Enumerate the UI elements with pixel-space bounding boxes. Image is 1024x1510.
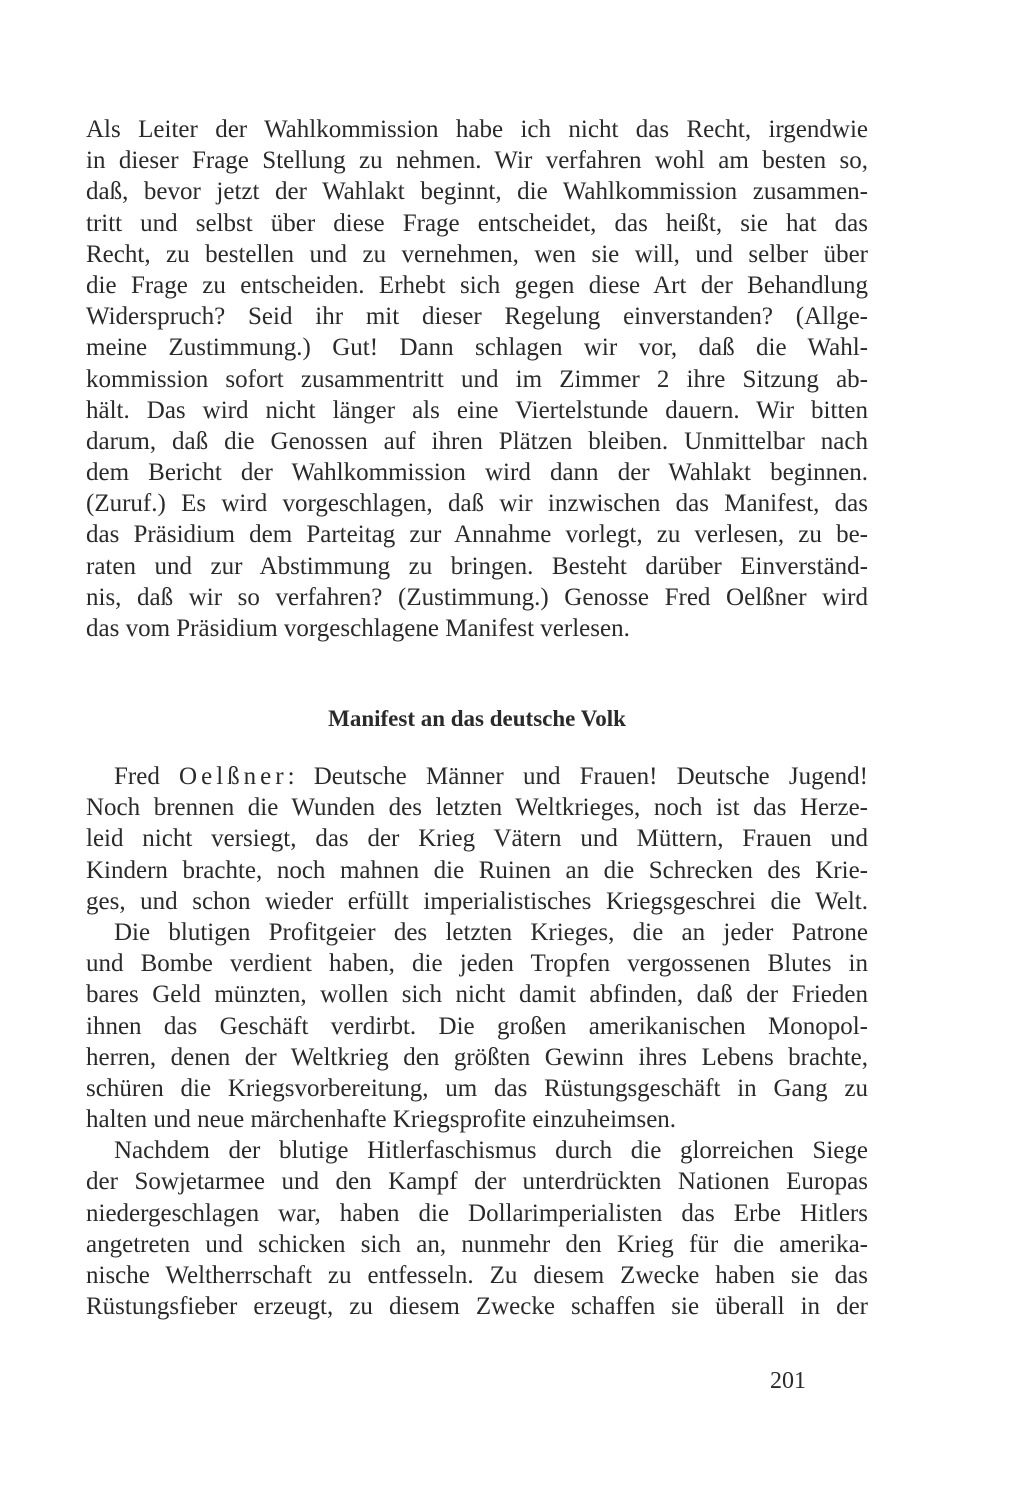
page-number: 201: [770, 1368, 806, 1394]
text-line: in dieser Frage Stellung zu nehmen. Wir verfahren wohl am besten so,: [86, 147, 868, 175]
speaker-line-text: : Deutsche Männer und Frauen! Deutsche Jugend!: [287, 763, 869, 790]
text-line: leid nicht versiegt, das der Krieg Vätern und Müttern, Frauen und: [86, 825, 868, 853]
text-line: ges, und schon wieder erfüllt imperialistisches Kriegsgeschrei die Welt.: [86, 887, 868, 915]
text-line: die Frage zu entscheiden. Erhebt sich gegen diese Art der Behandlung: [86, 271, 868, 299]
text-line: Nachdem der blutige Hitlerfaschismus durch die glorreichen Siege: [114, 1137, 868, 1165]
text-line: schüren die Kriegsvorbereitung, um das Rüstungsgeschäft in Gang zu: [86, 1074, 868, 1102]
text-line: (Zuruf.) Es wird vorgeschlagen, daß wir inzwischen das Manifest, das: [86, 490, 868, 518]
section-heading: Manifest an das deutsche Volk: [328, 706, 626, 731]
text-line: niedergeschlagen war, haben die Dollarimperialisten das Erbe Hitlers: [86, 1199, 868, 1227]
text-line: Noch brennen die Wunden des letzten Weltkrieges, noch ist das Herze-: [86, 794, 868, 822]
text-line: kommission sofort zusammentritt und im Zimmer 2 ihre Sitzung ab-: [86, 365, 868, 393]
text-line: dem Bericht der Wahlkommission wird dann der Wahlakt beginnen.: [86, 459, 868, 487]
text-line: Recht, zu bestellen und zu vernehmen, wen sie will, und selber über: [86, 240, 868, 268]
manifest-text: [86, 761, 868, 1322]
text-line: Widerspruch? Seid ihr mit dieser Regelung einverstanden? (Allge-: [86, 303, 868, 331]
text-line: daß, bevor jetzt der Wahlakt beginnt, die Wahlkommission zusammen-: [86, 178, 868, 206]
text-line: der Sowjetarmee und den Kampf der unterdrückten Nationen Europas: [86, 1168, 868, 1196]
speaker-first-name: Fred: [114, 763, 160, 790]
text-line: ihnen das Geschäft verdirbt. Die großen amerikanischen Monopol-: [86, 1012, 868, 1040]
text-line: Als Leiter der Wahlkommission habe ich nicht das Recht, irgendwie: [86, 116, 868, 143]
text-line: halten und neue märchenhafte Kriegsprofite einzuheimsen.: [86, 1106, 677, 1134]
text-line: Kindern brachte, noch mahnen die Ruinen an die Schrecken des Krie-: [86, 856, 868, 884]
text-line: Die blutigen Profitgeier des letzten Krieges, die an jeder Patrone: [114, 918, 868, 946]
text-line: das vom Präsidium vorgeschlagene Manifest verlesen.: [86, 615, 630, 642]
text-line: bares Geld münzten, wollen sich nicht damit abfinden, daß der Frieden: [86, 981, 868, 1009]
text-line: das Präsidium dem Parteitag zur Annahme vorlegt, zu verlesen, zu be-: [86, 521, 868, 549]
text-line: Rüstungsfieber erzeugt, zu diesem Zwecke schaffen sie überall in der: [86, 1293, 868, 1321]
text-line: und Bombe verdient haben, die jeden Tropfen vergossenen Blutes in: [86, 950, 868, 978]
speaker-name: Oelßner: [179, 763, 288, 790]
speaker-line: [86, 761, 868, 792]
text-line: nis, daß wir so verfahren? (Zustimmung.) Genosse Fred Oelßner wird: [86, 583, 868, 611]
text-line: darum, daß die Genossen auf ihren Plätzen bleiben. Unmittelbar nach: [86, 427, 868, 455]
intro-paragraph: [86, 114, 868, 644]
text-line: hält. Das wird nicht länger als eine Viertelstunde dauern. Wir bitten: [86, 396, 868, 424]
text-line: herren, denen der Weltkrieg den größten Gewinn ihres Lebens brachte,: [86, 1043, 868, 1071]
text-line: angetreten und schicken sich an, nunmehr den Krieg für die amerika-: [86, 1230, 868, 1258]
text-line: raten und zur Abstimmung zu bringen. Besteht darüber Einverständ-: [86, 552, 868, 580]
text-line: meine Zustimmung.) Gut! Dann schlagen wir vor, daß die Wahl-: [86, 334, 868, 362]
text-line: nische Weltherrschaft zu entfesseln. Zu diesem Zwecke haben sie das: [86, 1262, 868, 1289]
text-line: tritt und selbst über diese Frage entscheidet, das heißt, sie hat das: [86, 209, 868, 237]
